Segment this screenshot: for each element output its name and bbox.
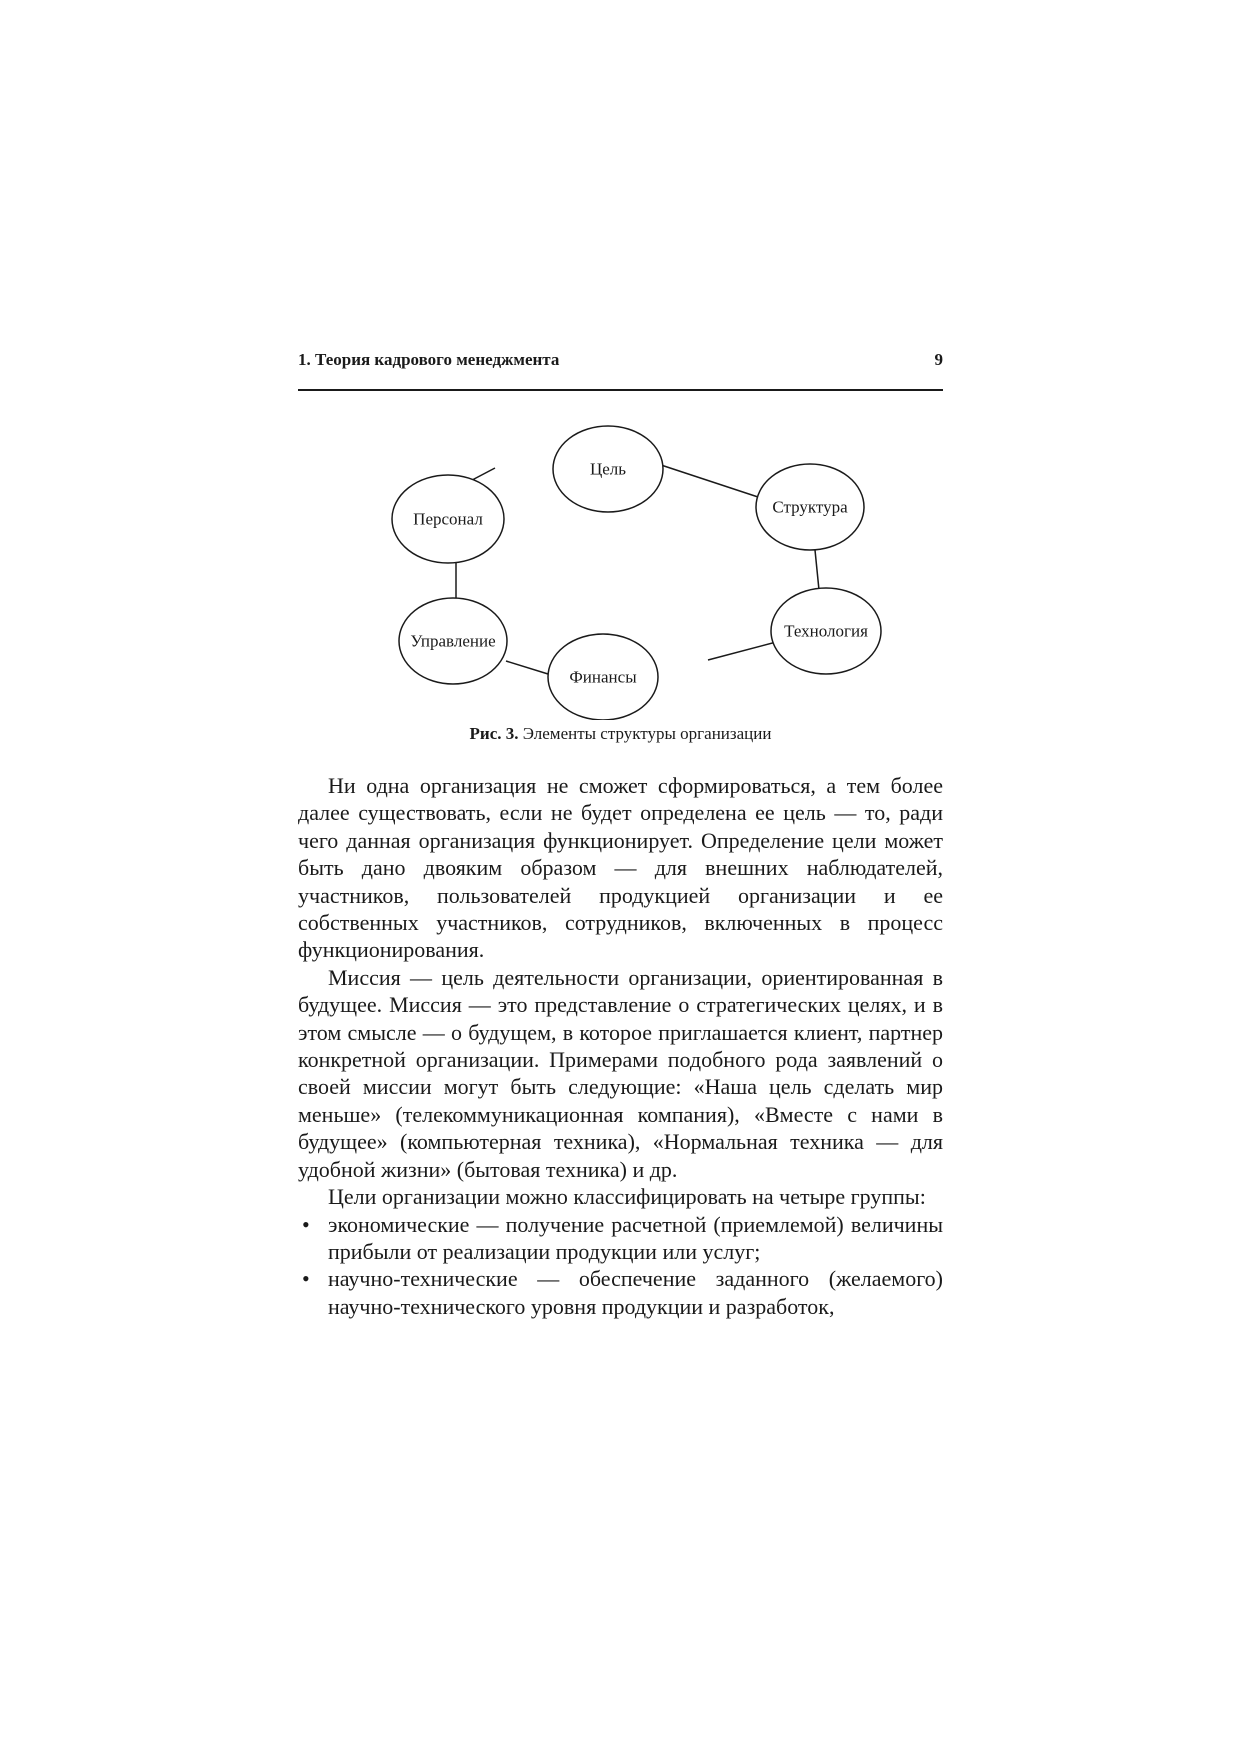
book-page: [298, 0, 943, 1755]
running-head: [298, 350, 943, 376]
paragraph-mission: Миссия — цель деятельности организации, ориентированная в будущее. Миссия — это представление о стратегических целях, и в этом смысле — о будущем, в которое приглашается клиент, партнер конкретной организации. Примерами подобного рода заявлений о своей миссии могут быть следующие: «Наша цель сделать мир меньше» (телекоммуникационная компания), «Вместе с нами в будущее» (компьютерная техника), «Нормальная техника — для удобной жизни» (бытовая техника) и др.: [298, 964, 943, 1182]
edge-finance-technology: [708, 641, 780, 660]
section-title: 1. Теория кадрового менеджмента: [298, 350, 560, 369]
node-goal-label: Цель: [589, 459, 627, 479]
node-management-label: Управление: [410, 631, 496, 651]
node-personnel-label: Персонал: [413, 509, 483, 529]
edge-management-finance: [506, 661, 548, 674]
paragraph-goal-groups: Цели организации можно классифицировать на четыре группы:: [328, 1184, 926, 1210]
edge-structure-technology: [815, 550, 819, 590]
edge-goal-structure: [658, 464, 758, 497]
page-number: 9: [934, 350, 943, 369]
node-finance-label: Финансы: [569, 667, 637, 687]
organization-structure-diagram: [298, 420, 943, 720]
body-text: [298, 772, 943, 1320]
list-item: • экономические — получение расчетной (приемлемой) величины прибыли от реализации продукции или услуг;: [298, 1211, 943, 1266]
figure-caption-label: Рис. 3.: [469, 724, 519, 743]
figure-caption: [298, 724, 943, 744]
header-rule: [298, 389, 943, 391]
goal-groups-list: [298, 1211, 943, 1321]
diagram-canvas: [298, 420, 943, 720]
node-technology-label: Технология: [784, 621, 868, 641]
figure-caption-text: Элементы структуры организации: [518, 724, 772, 743]
node-structure-label: Структура: [772, 497, 848, 517]
paragraph-goal-definition: Ни одна организация не сможет сформироваться, а тем более далее существовать, если не будет определена ее цель — то, ради чего данная организация функционирует. Определение цели может быть дано двояким образом — для внешних наблюдателей, участников, пользователей продукцией организации и ее собственных участников, сотрудников, включенных в процесс функционирования.: [298, 773, 943, 963]
list-item: • научно-технические — обеспечение заданного (желаемого) научно-технического уровня продукции и разработок,: [298, 1265, 943, 1320]
